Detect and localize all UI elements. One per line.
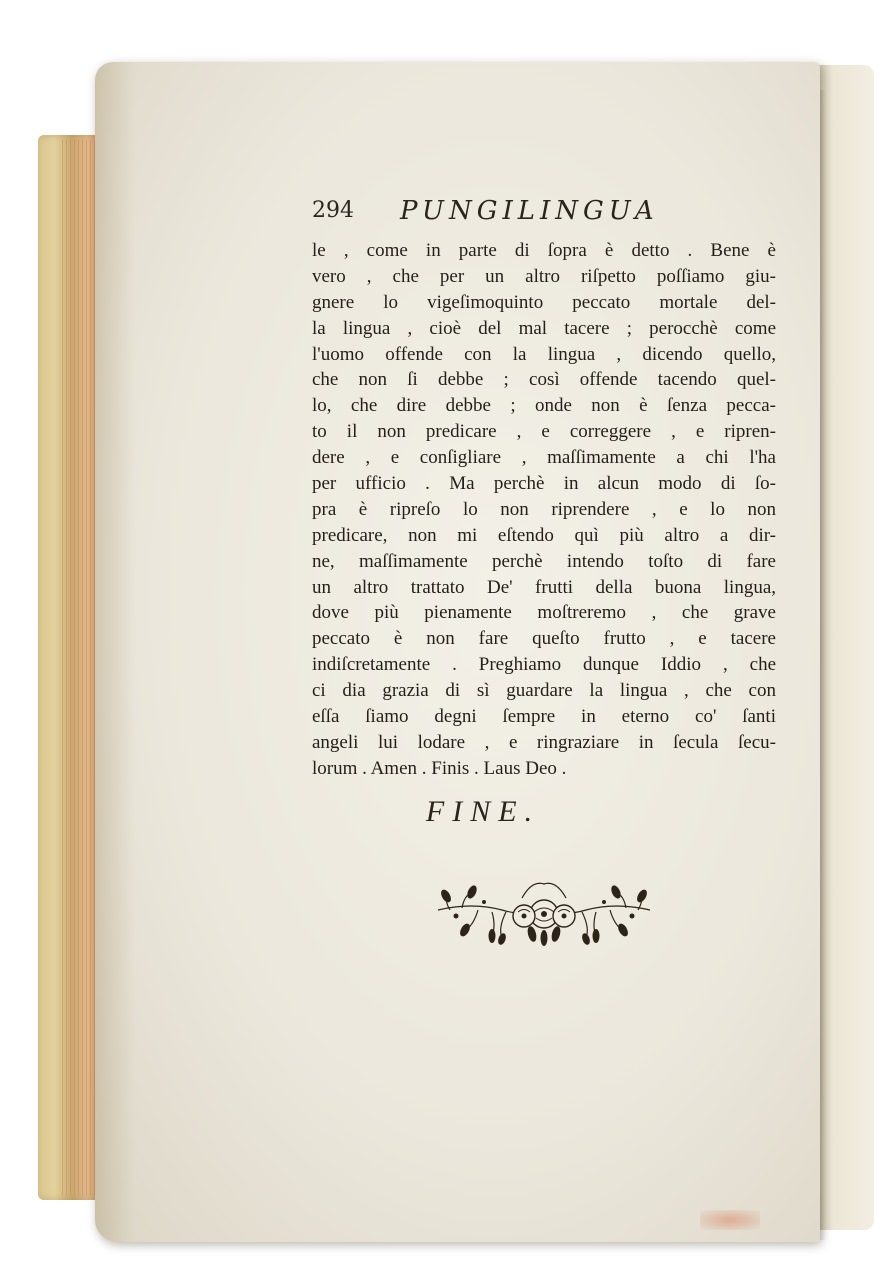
page-gutter — [95, 62, 135, 1242]
text-line: dove più pienamente moſtreremo , che grave — [312, 602, 776, 624]
text-line: predicare, non mi eſtendo quì più altro a dir- — [312, 524, 776, 546]
text-line: peccato è non fare queſto frutto , e tacere — [312, 628, 776, 650]
text-line: dere , e conſigliare , maſſimamente a chi l'ha — [312, 447, 776, 469]
text-line: vero , che per un altro riſpetto poſſiamo giu- — [312, 265, 776, 287]
floral-vignette-icon — [432, 876, 656, 956]
fine-heading: FINE. — [425, 795, 541, 828]
text-line: per ufficio . Ma perchè in alcun modo di ſo- — [312, 473, 776, 495]
text-line: lorum . Amen . Finis . Laus Deo . — [312, 757, 567, 779]
page-header — [312, 196, 742, 232]
text-line: eſſa ſiamo degni ſempre in eterno co' ſanti — [312, 706, 776, 728]
text-line: un altro trattato De' frutti della buona lingua, — [312, 576, 776, 598]
body-text — [312, 238, 776, 782]
text-line: la lingua , cioè del mal tacere ; perocchè come — [312, 317, 776, 339]
text-line: che non ſi debbe ; così offende tacendo quel- — [312, 369, 776, 391]
page-stain — [700, 1210, 760, 1230]
text-line: l'uomo offende con la lingua , dicendo quello, — [312, 343, 776, 365]
page-number: 294 — [312, 198, 354, 223]
text-line: indiſcretamente . Preghiamo dunque Iddio , che — [312, 654, 776, 676]
text-line: pra è ripreſo lo non riprendere , e lo non — [312, 498, 776, 520]
text-line: ne, maſſimamente perchè intendo toſto di fare — [312, 550, 776, 572]
running-head: PUNGILINGUA — [400, 196, 659, 226]
text-line: ci dia grazia di sì guardare la lingua , che con — [312, 680, 776, 702]
text-line: angeli lui lodare , e ringraziare in ſecula ſecu- — [312, 731, 776, 753]
text-line: le , come in parte di ſopra è detto . Bene è — [312, 240, 776, 261]
text-line: gnere lo vigeſimoquinto peccato mortale del- — [312, 291, 776, 313]
text-line: lo, che dire debbe ; onde non è ſenza pecca- — [312, 395, 776, 417]
text-line: to il non predicare , e correggere , e ripren- — [312, 421, 776, 443]
